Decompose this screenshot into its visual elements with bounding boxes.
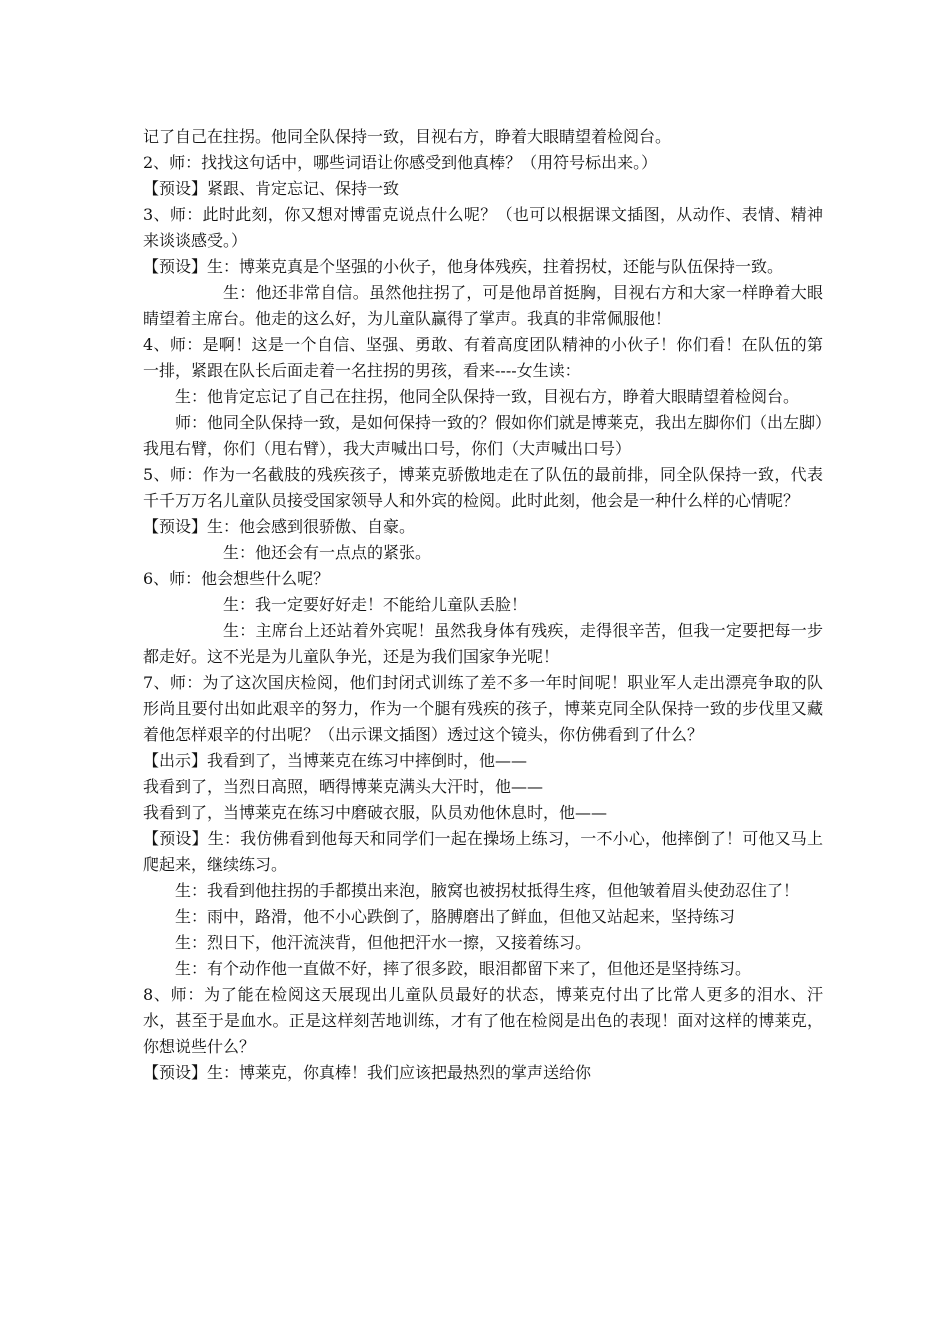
paragraph-3: 【预设】紧跟、肯定忘记、保持一致 — [143, 179, 400, 198]
paragraph-21: 生：我看到他拄拐的手都摸出来泡，腋窝也被拐杖抵得生疼，但他皱着眉头使劲忍住了！ — [175, 881, 800, 900]
paragraph-4: 3、师：此时此刻，你又想对博雷克说点什么呢？（也可以根据课文插图，从动作、表情、精神来谈谈感受。） — [143, 205, 823, 250]
paragraph-23: 生：烈日下，他汗流浃背，但他把汗水一擦，又接着练习。 — [175, 933, 592, 952]
paragraph-19: 我看到了，当博莱克在练习中磨破衣服，队员劝他休息时，他—— — [143, 803, 608, 822]
paragraph-11: 【预设】生：他会感到很骄傲、自豪。 — [143, 517, 416, 536]
paragraph-10: 5、师：作为一名截肢的残疾孩子，博莱克骄傲地走在了队伍的最前排，同全队保持一致，代表千千万万名儿童队员接受国家领导人和外宾的检阅。此时此刻，他会是一种什么样的心情呢？ — [143, 465, 823, 510]
paragraph-5: 【预设】生：博莱克真是个坚强的小伙子，他身体残疾，拄着拐杖，还能与队伍保持一致。 — [143, 257, 784, 276]
paragraph-18: 我看到了，当烈日高照，晒得博莱克满头大汗时，他—— — [143, 777, 544, 796]
paragraph-6: 生：他还非常自信。虽然他拄拐了，可是他昂首挺胸，目视右方和大家一样睁着大眼睛望着主席台。他走的这么好，为儿童队赢得了掌声。我真的非常佩服他！ — [143, 283, 823, 328]
paragraph-2: 2、师：找找这句话中，哪些词语让你感受到他真棒？（用符号标出来。） — [143, 153, 658, 172]
paragraph-1: 记了自己在拄拐。他同全队保持一致，目视右方，睁着大眼睛望着检阅台。 — [143, 127, 672, 146]
paragraph-25: 8、师：为了能在检阅这天展现出儿童队员最好的状态，博莱克付出了比常人更多的泪水、汗水，甚至于是血水。正是这样刻苦地训练，才有了他在检阅是出色的表现！面对这样的博莱克，你想说些什么？ — [143, 985, 823, 1056]
paragraph-12: 生：他还会有一点点的紧张。 — [223, 543, 432, 562]
paragraph-26: 【预设】生：博莱克，你真棒！我们应该把最热烈的掌声送给你 — [143, 1063, 592, 1082]
document-body — [143, 124, 823, 1086]
paragraph-24: 生：有个动作他一直做不好，摔了很多跤，眼泪都留下来了，但他还是坚持练习。 — [175, 959, 752, 978]
paragraph-8: 生：他肯定忘记了自己在拄拐，他同全队保持一致，目视右方，睁着大眼睛望着检阅台。 — [175, 387, 800, 406]
paragraph-22: 生：雨中，路滑，他不小心跌倒了，胳膊磨出了鲜血，但他又站起来，坚持练习 — [175, 907, 736, 926]
paragraph-14: 生：我一定要好好走！不能给儿童队丢脸！ — [223, 595, 528, 614]
paragraph-20: 【预设】生：我仿佛看到他每天和同学们一起在操场上练习，一不小心，他摔倒了！可他又马上爬起来，继续练习。 — [143, 829, 823, 874]
paragraph-17: 【出示】我看到了，当博莱克在练习中摔倒时，他—— — [143, 751, 528, 770]
paragraph-7: 4、师：是啊！这是一个自信、坚强、勇敢、有着高度团队精神的小伙子！你们看！在队伍的第一排，紧跟在队长后面走着一名拄拐的男孩，看来----女生读： — [143, 335, 823, 380]
paragraph-15: 生：主席台上还站着外宾呢！虽然我身体有残疾，走得很辛苦，但我一定要把每一步都走好。这不光是为儿童队争光，还是为我们国家争光呢！ — [143, 621, 823, 666]
paragraph-16: 7、师：为了这次国庆检阅，他们封闭式训练了差不多一年时间呢！职业军人走出漂亮争取的队形尚且要付出如此艰辛的努力，作为一个腿有残疾的孩子，博莱克同全队保持一致的步伐里又藏着他怎样艰辛的付出呢？（出示课文插图）透过这个镜头，你仿佛看到了什么？ — [143, 673, 823, 744]
paragraph-13: 6、师：他会想些什么呢？ — [143, 569, 330, 588]
paragraph-9: 师：他同全队保持一致，是如何保持一致的？假如你们就是博莱克，我出左脚你们（出左脚）我甩右臂，你们（甩右臂），我大声喊出口号，你们（大声喊出口号） — [143, 413, 824, 458]
